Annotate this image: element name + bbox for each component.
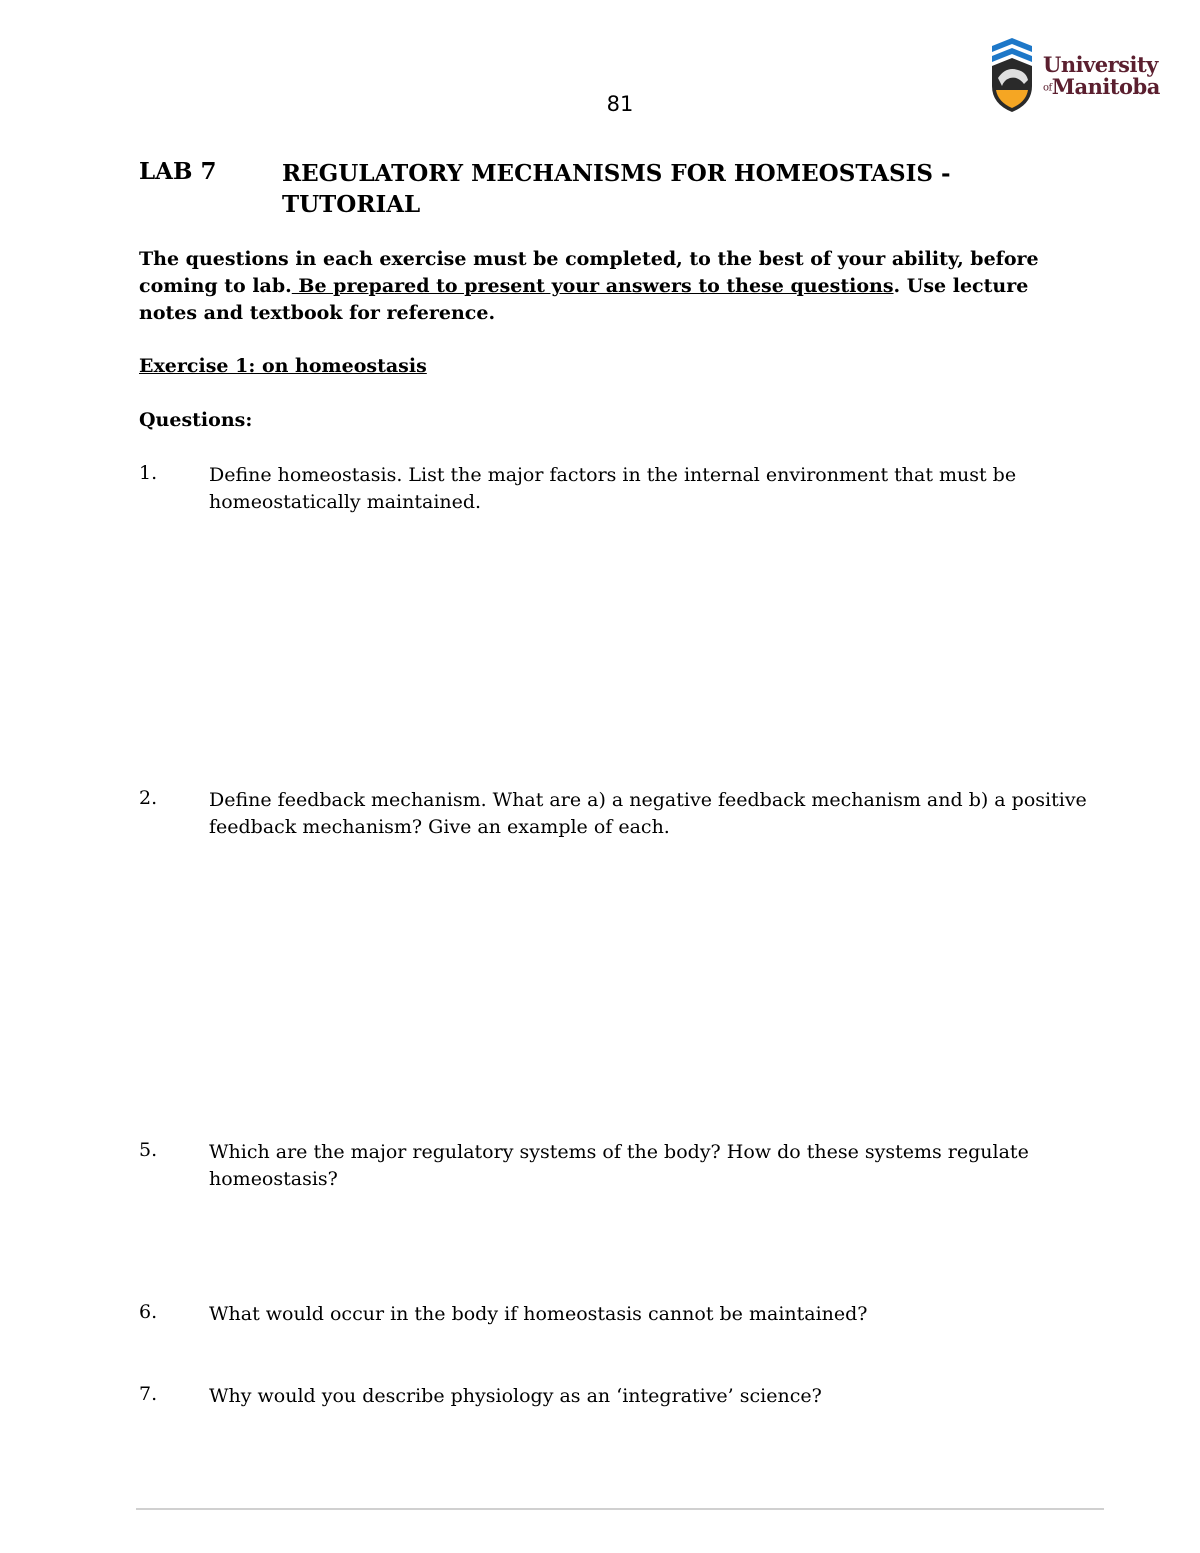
logo-line-university: University bbox=[1043, 52, 1158, 77]
university-logo bbox=[988, 36, 1158, 116]
intro-underlined: Be prepared to present your answers to these questions bbox=[291, 275, 894, 297]
intro-part1: The questions in each exercise must be completed, to the best of your ability, before coming to lab. bbox=[139, 248, 1039, 297]
page-number: 81 bbox=[606, 92, 634, 116]
shield-icon bbox=[988, 36, 1038, 114]
intro-paragraph bbox=[139, 246, 1087, 327]
question-number: 6. bbox=[139, 1301, 158, 1323]
footer-divider bbox=[136, 1508, 1104, 1510]
intro-part2: . Use lecture notes and textbook for reference. bbox=[139, 275, 1029, 324]
questions-label: Questions: bbox=[139, 409, 253, 431]
exercise-heading: Exercise 1: on homeostasis bbox=[139, 355, 427, 377]
question-text: Define homeostasis. List the major factors in the internal environment that must be homeostatically maintained. bbox=[209, 464, 1017, 513]
question-text: Why would you describe physiology as an ‘integrative’ science? bbox=[209, 1385, 822, 1407]
lab-title: REGULATORY MECHANISMS FOR HOMEOSTASIS - TUTORIAL bbox=[282, 160, 951, 218]
logo-manitoba: Manitoba bbox=[1051, 74, 1160, 99]
question-text: Which are the major regulatory systems of the body? How do these systems regulate homeostasis? bbox=[209, 1141, 1029, 1190]
question-number: 7. bbox=[139, 1383, 158, 1405]
question-text: Define feedback mechanism. What are a) a negative feedback mechanism and b) a positive feedback mechanism? Give an example of each. bbox=[209, 789, 1087, 838]
question-number: 1. bbox=[139, 462, 158, 484]
logo-line-manitoba bbox=[1043, 76, 1160, 100]
logo-wordmark bbox=[1043, 54, 1160, 100]
logo-of: of bbox=[1043, 82, 1052, 94]
question-number: 5. bbox=[139, 1139, 158, 1161]
question-text: What would occur in the body if homeostasis cannot be maintained? bbox=[209, 1303, 868, 1325]
question-number: 2. bbox=[139, 787, 158, 809]
lab-number: LAB 7 bbox=[139, 158, 217, 185]
